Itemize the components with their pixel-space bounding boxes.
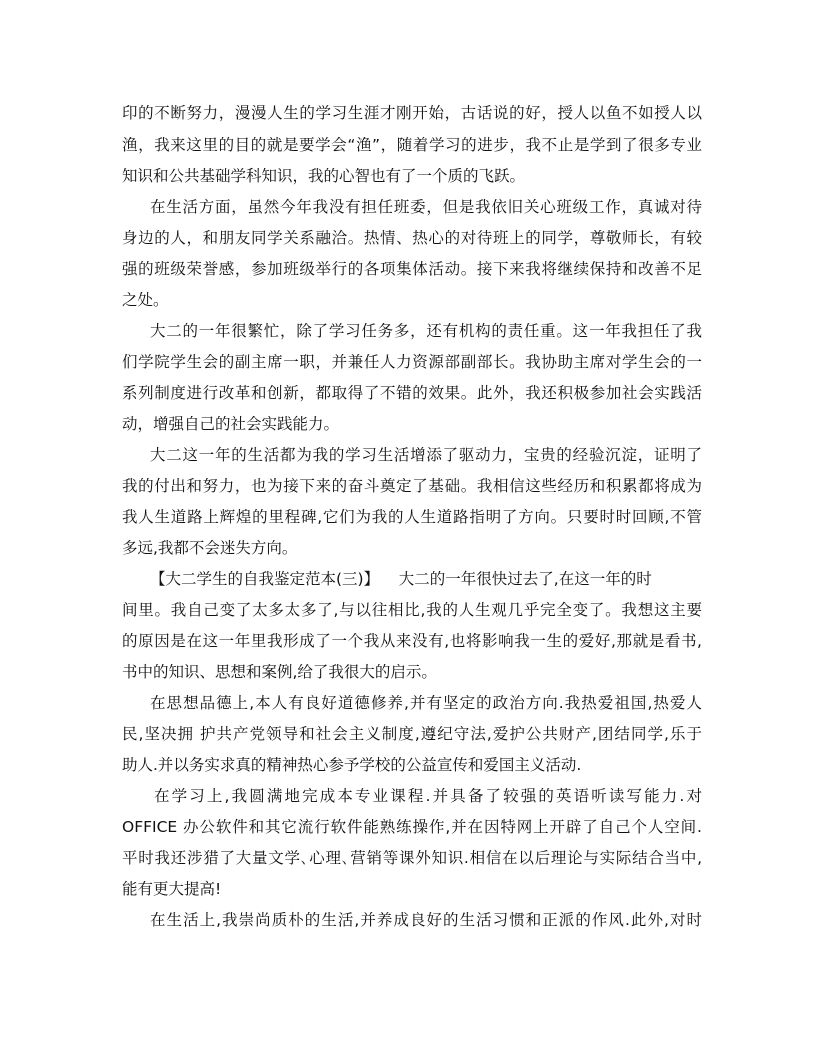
text-line: 动，增强自己的社会实践能力。 [122, 415, 340, 433]
text-line: 印的不断努力，漫漫人生的学习生涯才刚开始，古话说的好，授人以鱼不如授人以 [122, 104, 702, 122]
text-line: 大二的一年很繁忙，除了学习任务多，还有机构的责任重。这一年我担任了我 [150, 322, 702, 340]
text-line: 在生活方面，虽然今年我没有担任班委，但是我依旧关心班级工作，真诚对待 [150, 198, 702, 216]
text-line: 多远,我都不会迷失方向。 [122, 539, 298, 557]
section-heading-line: 【大二学生的自我鉴定范本(三)】 大二的一年很快过去了,在这一年的时 [150, 570, 652, 588]
text-line: 平时我还涉猎了大量文学､心理､营销等课外知识.相信在以后理论与实际结合当中, [122, 849, 702, 867]
text-line: 我人生道路上辉煌的里程碑,它们为我的人生道路指明了方向。只要时时回顾,不管 [122, 508, 702, 526]
text-line: 在思想品德上,本人有良好道德修养,并有坚定的政治方向.我热爱祖国,热爱人 [150, 694, 702, 712]
text-line: 我的付出和努力，也为接下来的奋斗奠定了基础。我相信这些经历和积累都将成为 [122, 477, 702, 495]
text-line: 在生活上,我崇尚质朴的生活,并养成良好的生活习惯和正派的作风.此外,对时 [150, 911, 702, 929]
text-line: 强的班级荣誉感，参加班级举行的各项集体活动。接下来我将继续保持和改善不足 [122, 260, 702, 278]
text-line: 的原因是在这一年里我形成了一个我从来没有,也将影响我一生的爱好,那就是看书, [122, 632, 702, 650]
text-line: 民,坚决拥 护共产党领导和社会主义制度,遵纪守法,爱护公共财产,团结同学,乐于 [122, 725, 702, 743]
text-line: 在学习上,我圆满地完成本专业课程.并具备了较强的英语听读写能力.对 [154, 787, 702, 805]
text-line: OFFICE 办公软件和其它流行软件能熟练操作,并在因特网上开辟了自己个人空间. [122, 818, 702, 836]
text-line: 之处。 [122, 291, 169, 309]
text-line: 间里。我自己变了太多太多了,与以往相比,我的人生观几乎完全变了。我想这主要 [122, 601, 702, 619]
text-line: 知识和公共基础学科知识，我的心智也有了一个质的飞跃。 [122, 167, 526, 185]
text-line: 们学院学生会的副主席一职，并兼任人力资源部副部长。我协助主席对学生会的一 [122, 353, 702, 371]
text-line: 能有更大提高! [122, 880, 222, 898]
text-line: 渔，我来这里的目的就是要学会“渔”，随着学习的进步，我不止是学到了很多专业 [122, 136, 702, 154]
text-line: 助人.并以务实求真的精神热心参予学校的公益宣传和爱国主义活动. [122, 756, 582, 774]
text-line: 系列制度进行改革和创新，都取得了不错的效果。此外，我还积极参加社会实践活 [122, 384, 702, 402]
text-line: 身边的人，和朋友同学关系融洽。热情、热心的对待班上的同学，尊敬师长，有较 [122, 229, 702, 247]
text-line: 大二这一年的生活都为我的学习生活增添了驱动力，宝贵的经验沉淀，证明了 [150, 446, 702, 464]
text-line: 书中的知识、思想和案例,给了我很大的启示。 [122, 663, 437, 681]
